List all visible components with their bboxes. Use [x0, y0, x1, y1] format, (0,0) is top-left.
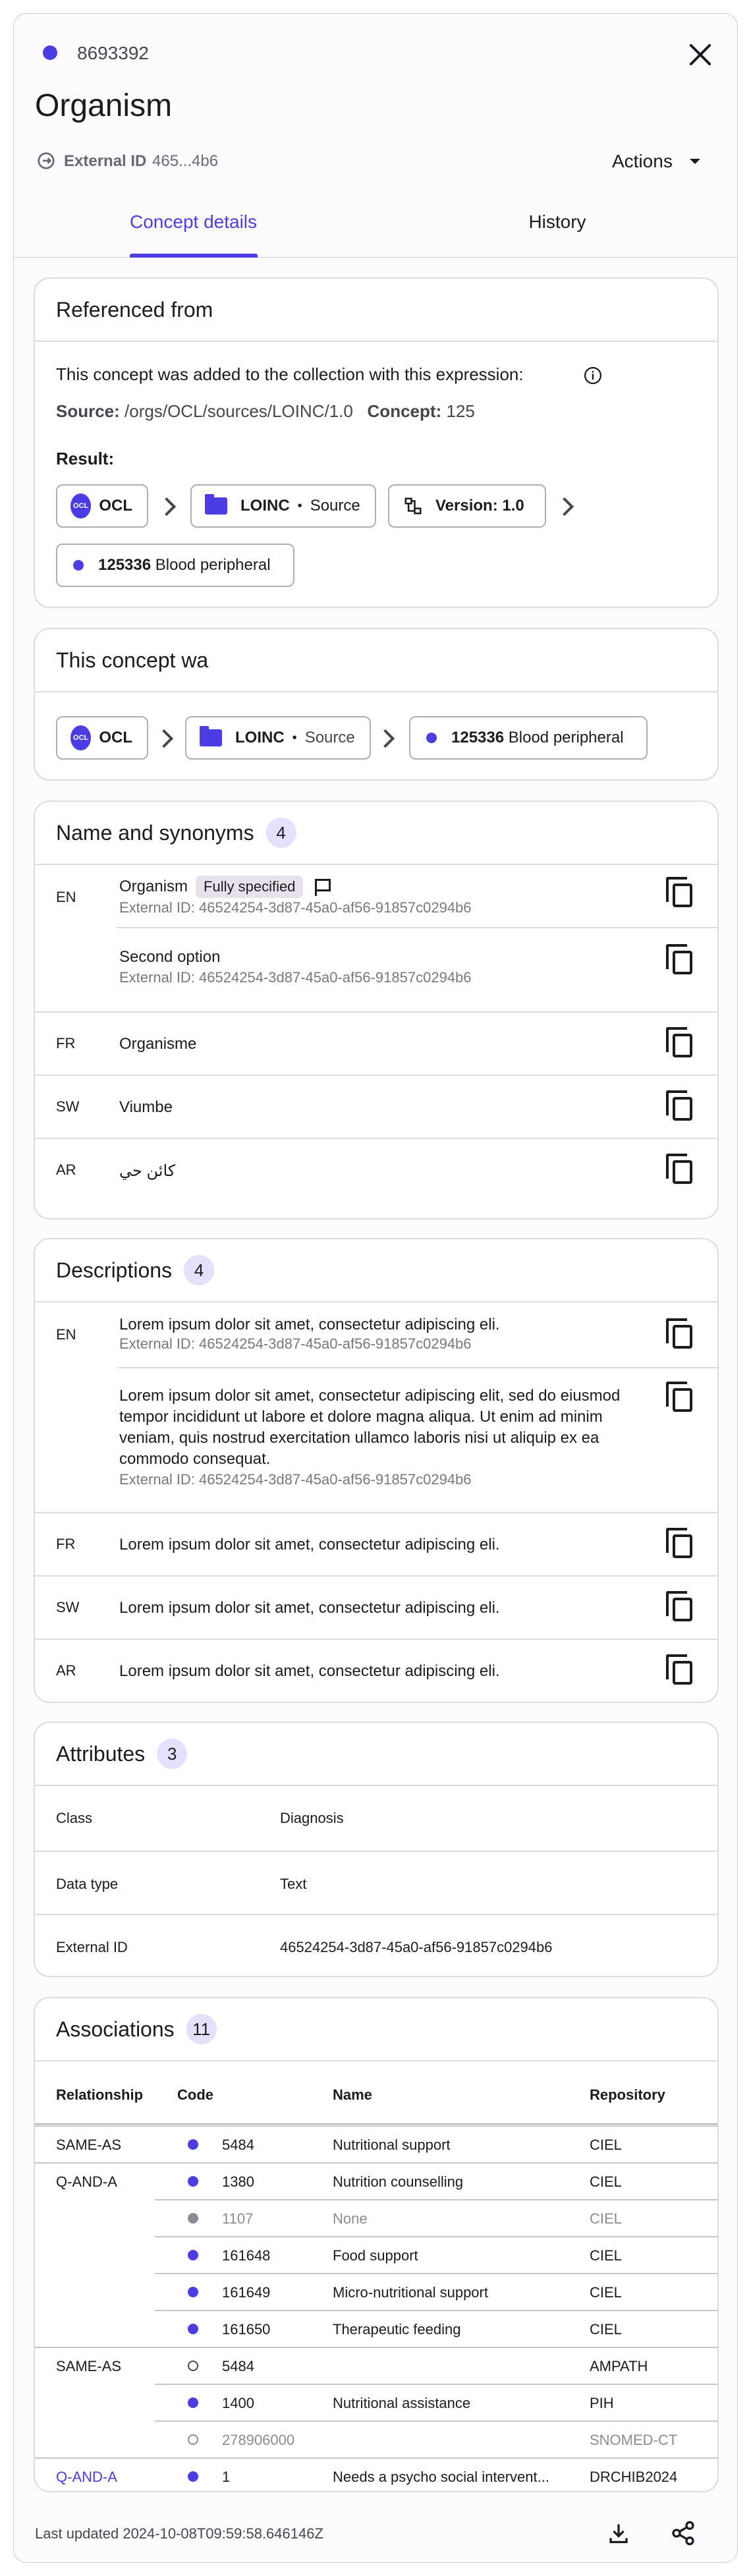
row-divider [155, 2310, 719, 2311]
repository-cell: CIEL [590, 2284, 622, 2301]
ocl-logo: OCL [70, 725, 91, 750]
info-icon[interactable] [583, 366, 603, 385]
card-title: Name and synonyms [56, 820, 254, 845]
actions-button[interactable] [612, 148, 700, 175]
concept-dot [188, 2361, 198, 2371]
divider [117, 927, 719, 928]
row-divider [155, 2384, 719, 2385]
description-long [119, 1386, 620, 1470]
count-badge: 4 [266, 818, 296, 848]
divider [117, 1367, 719, 1368]
table-row[interactable] [35, 2126, 719, 2163]
description-line: Lorem ipsum dolor sit amet, consectetur adipiscing elit, sed do eiusmod [119, 1387, 621, 1405]
relationship-cell: SAME-AS [56, 2137, 122, 2153]
name-cell: Nutrition counselling [333, 2173, 464, 2190]
card-title: Attributes [56, 1741, 146, 1766]
source-value: /orgs/OCL/sources/LOINC/1.0 [125, 401, 353, 421]
attribute-row [35, 1851, 719, 1914]
copy-icon[interactable] [666, 1591, 692, 1621]
version-label: Version: 1.0 [435, 497, 524, 515]
repository-cell: CIEL [590, 2137, 622, 2153]
folder-icon [200, 729, 222, 746]
card-header [35, 1723, 717, 1786]
copy-icon[interactable] [666, 1382, 692, 1412]
column-header: Repository [590, 2086, 665, 2103]
name-text: كائن حي [119, 1162, 176, 1180]
count-badge: 11 [186, 2014, 217, 2044]
concept-dot [188, 2213, 198, 2224]
relationship-cell: SAME-AS [56, 2358, 122, 2374]
attribute-value: 46524254-3d87-45a0-af56-91857c0294b6 [280, 1939, 553, 1955]
count-badge: 4 [184, 1255, 214, 1285]
external-id-label: External ID [64, 152, 147, 170]
card-title: Descriptions [56, 1258, 173, 1282]
card-title: Referenced from [35, 279, 717, 342]
chevron-right-icon [555, 497, 574, 516]
concept-dot [188, 2139, 198, 2150]
loinc-label: LOINC [235, 729, 285, 746]
row-divider [155, 2199, 719, 2200]
chevron-right-icon [376, 729, 395, 748]
source-word: Source [304, 729, 355, 746]
name-text: Viumbe [119, 1098, 173, 1116]
name-cell: Nutritional support [333, 2137, 451, 2153]
table-row[interactable] [35, 2163, 719, 2200]
copy-icon[interactable] [666, 1027, 692, 1057]
concept-label: Concept: [367, 401, 442, 421]
count-badge: 3 [157, 1739, 187, 1769]
attribute-key: External ID [56, 1939, 128, 1955]
concept-dot [188, 2471, 198, 2482]
description-text: Lorem ipsum dolor sit amet, consectetur adipiscing eli. [119, 1316, 500, 1333]
ocl-logo: OCL [70, 493, 91, 518]
lang-label: AR [56, 1162, 76, 1178]
attribute-value: Text [280, 1876, 307, 1892]
code-cell: 1400 [222, 2395, 254, 2411]
table-header [35, 2061, 719, 2125]
code-cell: 5484 [222, 2137, 254, 2153]
names-card [34, 800, 719, 1219]
attribute-row [35, 1786, 719, 1849]
repository-cell: CIEL [590, 2247, 622, 2264]
table-row[interactable] [35, 2421, 719, 2458]
name-text: Second option [119, 948, 221, 966]
concept-dot [188, 2397, 198, 2408]
card-header [35, 802, 717, 865]
attribute-key: Data type [56, 1876, 119, 1892]
attribute-key: Class [56, 1810, 93, 1826]
card-title: This concept wa [35, 629, 717, 692]
column-header: Name [333, 2086, 372, 2103]
name-row-sw [35, 1075, 719, 1138]
active-tab-indicator [130, 254, 258, 258]
concept-value: 125 [446, 401, 475, 421]
external-link-icon [36, 151, 56, 171]
result-code: 125336 [98, 556, 152, 574]
loinc-chip[interactable]: LOINC • Source [190, 484, 376, 528]
relationship-cell: Q-AND-A [56, 2173, 117, 2190]
repository-cell: CIEL [590, 2210, 622, 2227]
name-cell: None [333, 2210, 368, 2227]
flag-icon[interactable] [315, 879, 331, 896]
result-label: Result: [56, 449, 115, 468]
name-row [119, 876, 331, 898]
descriptions-card [34, 1238, 719, 1703]
copy-icon[interactable] [666, 944, 692, 974]
row-divider [155, 2421, 719, 2422]
table-row[interactable] [35, 2274, 719, 2310]
page-title: Organism [35, 88, 173, 123]
share-icon[interactable] [670, 2520, 696, 2546]
tab-history[interactable]: History [528, 211, 586, 232]
chevron-right-icon [157, 497, 176, 516]
concept-code: 125336 [451, 729, 505, 746]
concept-was-card [34, 628, 719, 781]
copy-icon[interactable] [666, 1654, 692, 1685]
repository-cell: PIH [590, 2395, 614, 2411]
description-text: Lorem ipsum dolor sit amet, consectetur adipiscing eli. [119, 1536, 500, 1554]
lang-label: SW [56, 1098, 80, 1115]
loinc-chip[interactable]: LOINC • Source [185, 716, 371, 760]
copy-icon[interactable] [666, 877, 692, 907]
repository-cell: SNOMED-CT [590, 2432, 678, 2448]
tab-concept-details[interactable]: Concept details [130, 211, 258, 232]
result-name: Blood peripheral [155, 556, 271, 574]
last-updated: Last updated 2024-10-08T09:59:58.646146Z [35, 2525, 323, 2542]
name-cell: Needs a psycho social intervent... [333, 2469, 549, 2485]
relationship-cell: Q-AND-A [56, 2469, 117, 2485]
external-id-value: 465...4b6 [152, 152, 219, 170]
external-id: External ID: 46524254-3d87-45a0-af56-91857c0294b6 [119, 969, 472, 986]
description-line: commodo consequat. [119, 1450, 271, 1468]
description-row-sw [35, 1575, 719, 1638]
caret-down-icon [690, 159, 700, 164]
name-row-fr [35, 1011, 719, 1075]
lang-label: AR [56, 1662, 76, 1679]
version-chip[interactable] [388, 484, 546, 528]
code-cell: 1380 [222, 2173, 254, 2190]
loinc-label: LOINC [240, 497, 290, 515]
lang-label: SW [56, 1599, 80, 1615]
name-cell: Micro-nutritional support [333, 2284, 488, 2301]
lang-label: FR [56, 1035, 76, 1051]
concept-dot [73, 560, 84, 571]
column-header: Code [177, 2086, 213, 2103]
external-id: External ID: 46524254-3d87-45a0-af56-91857c0294b6 [119, 1335, 472, 1352]
repository-cell: DRCHIB2024 [590, 2469, 678, 2485]
code-cell: 1107 [222, 2210, 254, 2227]
code-cell: 278906000 [222, 2432, 295, 2448]
ocl-chip[interactable] [56, 716, 148, 760]
ocl-chip[interactable] [56, 484, 148, 528]
chevron-right-icon [155, 729, 173, 748]
code-cell: 161649 [222, 2284, 271, 2301]
description-text: Lorem ipsum dolor sit amet, consectetur adipiscing eli. [119, 1599, 500, 1617]
code-cell: 161650 [222, 2321, 271, 2338]
code-cell: 1 [222, 2469, 231, 2485]
description-text: Lorem ipsum dolor sit amet, consectetur adipiscing eli. [119, 1662, 500, 1680]
repository-cell: CIEL [590, 2321, 622, 2338]
copy-icon[interactable] [666, 1528, 692, 1558]
copy-icon[interactable] [666, 1318, 692, 1349]
description-line: tempor incididunt ut labore et dolore magna aliqua. Ut enim ad minim [119, 1408, 603, 1426]
attribute-row [35, 1914, 719, 1977]
table-row[interactable] [35, 2237, 719, 2274]
row-divider [35, 2162, 719, 2164]
description-row-fr [35, 1512, 719, 1575]
table-row[interactable] [35, 2310, 719, 2347]
repository-cell: CIEL [590, 2173, 622, 2190]
row-divider [35, 2125, 719, 2127]
attributes-card [34, 1722, 719, 1977]
concept-dot [188, 2176, 198, 2187]
concept-status-dot [43, 45, 57, 60]
card-header [35, 1239, 717, 1302]
row-divider [35, 2457, 719, 2459]
result-concept-chip[interactable] [56, 544, 294, 587]
folder-icon [205, 497, 227, 515]
lang-label: EN [56, 889, 76, 905]
card-header [35, 1998, 717, 2061]
code-cell: 5484 [222, 2358, 254, 2374]
code-cell: 161648 [222, 2247, 271, 2264]
associations-card [34, 1997, 719, 2492]
concept-name: Blood peripheral [508, 729, 624, 746]
lang-label: EN [56, 1326, 76, 1343]
concept-dot [188, 2250, 198, 2260]
concept-chip[interactable] [409, 716, 648, 760]
row-divider [155, 2273, 719, 2274]
actions-label: Actions [612, 151, 673, 171]
row-divider [155, 2236, 719, 2237]
external-id: External ID: 46524254-3d87-45a0-af56-91857c0294b6 [119, 1471, 472, 1488]
name-cell: Food support [333, 2247, 418, 2264]
concept-dot [426, 733, 437, 743]
column-header: Relationship [56, 2086, 144, 2103]
table-row[interactable] [35, 2458, 719, 2492]
referenced-from-card [34, 277, 719, 608]
expression-text: This concept was added to the collection with this expression: [56, 364, 524, 384]
fully-specified-badge: Fully specified [196, 876, 303, 898]
copy-icon[interactable] [666, 1090, 692, 1121]
close-icon[interactable] [686, 40, 715, 69]
source-word: Source [310, 497, 360, 515]
description-line: veniam, quis nostrud exercitation ullamco laboris nisi ut aliquip ex ea [119, 1429, 599, 1447]
lang-label: FR [56, 1536, 76, 1552]
name-cell: Therapeutic feeding [333, 2321, 461, 2338]
table-row[interactable] [35, 2200, 719, 2237]
external-id: External ID: 46524254-3d87-45a0-af56-91857c0294b6 [119, 899, 472, 916]
table-row[interactable] [35, 2347, 719, 2384]
ocl-label: OCL [99, 497, 132, 515]
concept-id: 8693392 [77, 43, 150, 63]
concept-panel [13, 13, 738, 2563]
repository-cell: AMPATH [590, 2358, 648, 2374]
attribute-value: Diagnosis [280, 1810, 344, 1826]
copy-icon[interactable] [666, 1154, 692, 1184]
card-title: Associations [56, 2017, 175, 2041]
tab-bar [14, 196, 738, 258]
source-label: Source: [56, 401, 120, 421]
ocl-label: OCL [99, 729, 132, 746]
panel-header [14, 14, 738, 258]
name-cell: Nutritional assistance [333, 2395, 471, 2411]
concept-dot [188, 2287, 198, 2297]
concept-dot [188, 2324, 198, 2334]
description-row-ar [35, 1638, 719, 1703]
table-row[interactable] [35, 2384, 719, 2421]
row-divider [35, 2347, 719, 2348]
associations-table [35, 2061, 719, 2492]
name-row-ar [35, 1138, 719, 1219]
version-tree-icon [403, 496, 424, 516]
name-text: Organisme [119, 1035, 197, 1053]
download-icon[interactable] [607, 2521, 630, 2545]
concept-dot [188, 2434, 198, 2445]
name-text: Organism [119, 878, 188, 895]
